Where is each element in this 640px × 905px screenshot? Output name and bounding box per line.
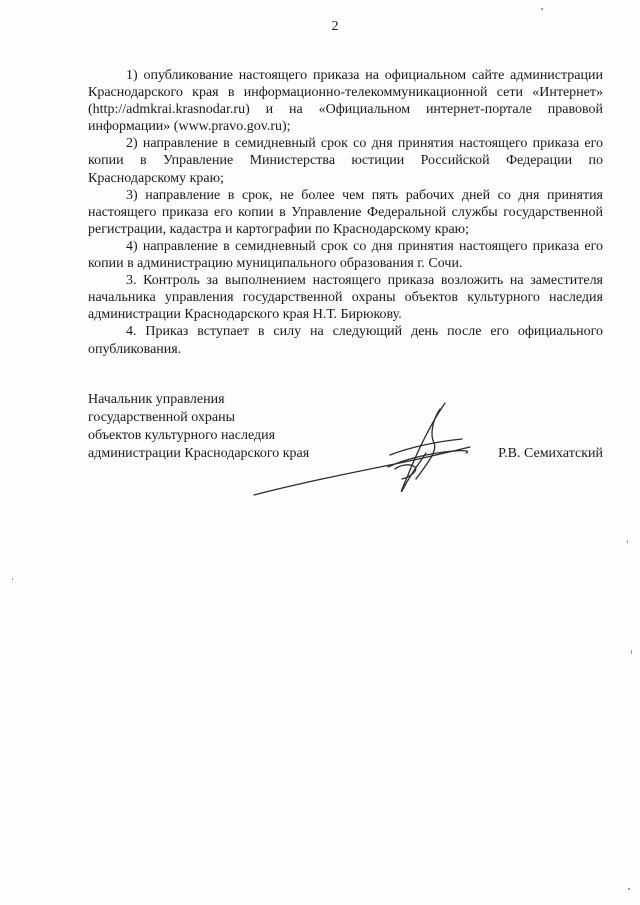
scan-artifact [627,540,628,543]
paragraph-ministry-justice: 2) направление в семидневный срок со дня принятия настоящего приказа его копии в Управление Министерства юстиции Российской Федерации по Краснодарскому краю; [88,136,603,186]
paragraph-publication: 1) опубликование настоящего приказа на официальном сайте администрации Краснодарского края в информационно-телекоммуникационной сети «Интернет» (http://admkrai.krasnodar.ru) и на «Официальном интернет-портале правовой информации» (www.pravo.gov.ru); [88,68,603,135]
signatory-title-line: Начальник управления [88,392,225,407]
signatory-title-line: администрации Краснодарского края [88,446,310,461]
signatory-title-line: объектов культурного наследия [88,428,276,443]
signatory-name: Р.В. Семихатский [498,446,603,461]
handwritten-signature [240,395,490,505]
scan-artifact [12,578,13,580]
signatory-title-line: государственной охраны [88,410,236,425]
page-number: 2 [331,19,339,34]
paragraph-registration-service: 3) направление в срок, не более чем пять рабочих дней со дня принятия настоящего приказа его копии в Управление Федеральной службы государственной регистрации, кадастра и картографии по Краснодарскому краю; [88,187,603,237]
scan-artifact [631,650,632,654]
scan-artifact [628,888,630,890]
paragraph-entry-into-force: 4. Приказ вступает в силу на следующий день после его официального опубликования. [88,324,603,357]
paragraph-control: 3. Контроль за выполнением настоящего приказа возложить на заместителя начальника управления государственной охраны объектов культурного наследия администрации Краснодарского края Н.Т. Бирюкову. [88,273,603,323]
document-body [88,67,603,358]
scan-artifact [541,8,543,10]
paragraph-sochi-administration: 4) направление в семидневный срок со дня принятия настоящего приказа его копии в администрацию муниципального образования г. Сочи. [88,238,603,272]
